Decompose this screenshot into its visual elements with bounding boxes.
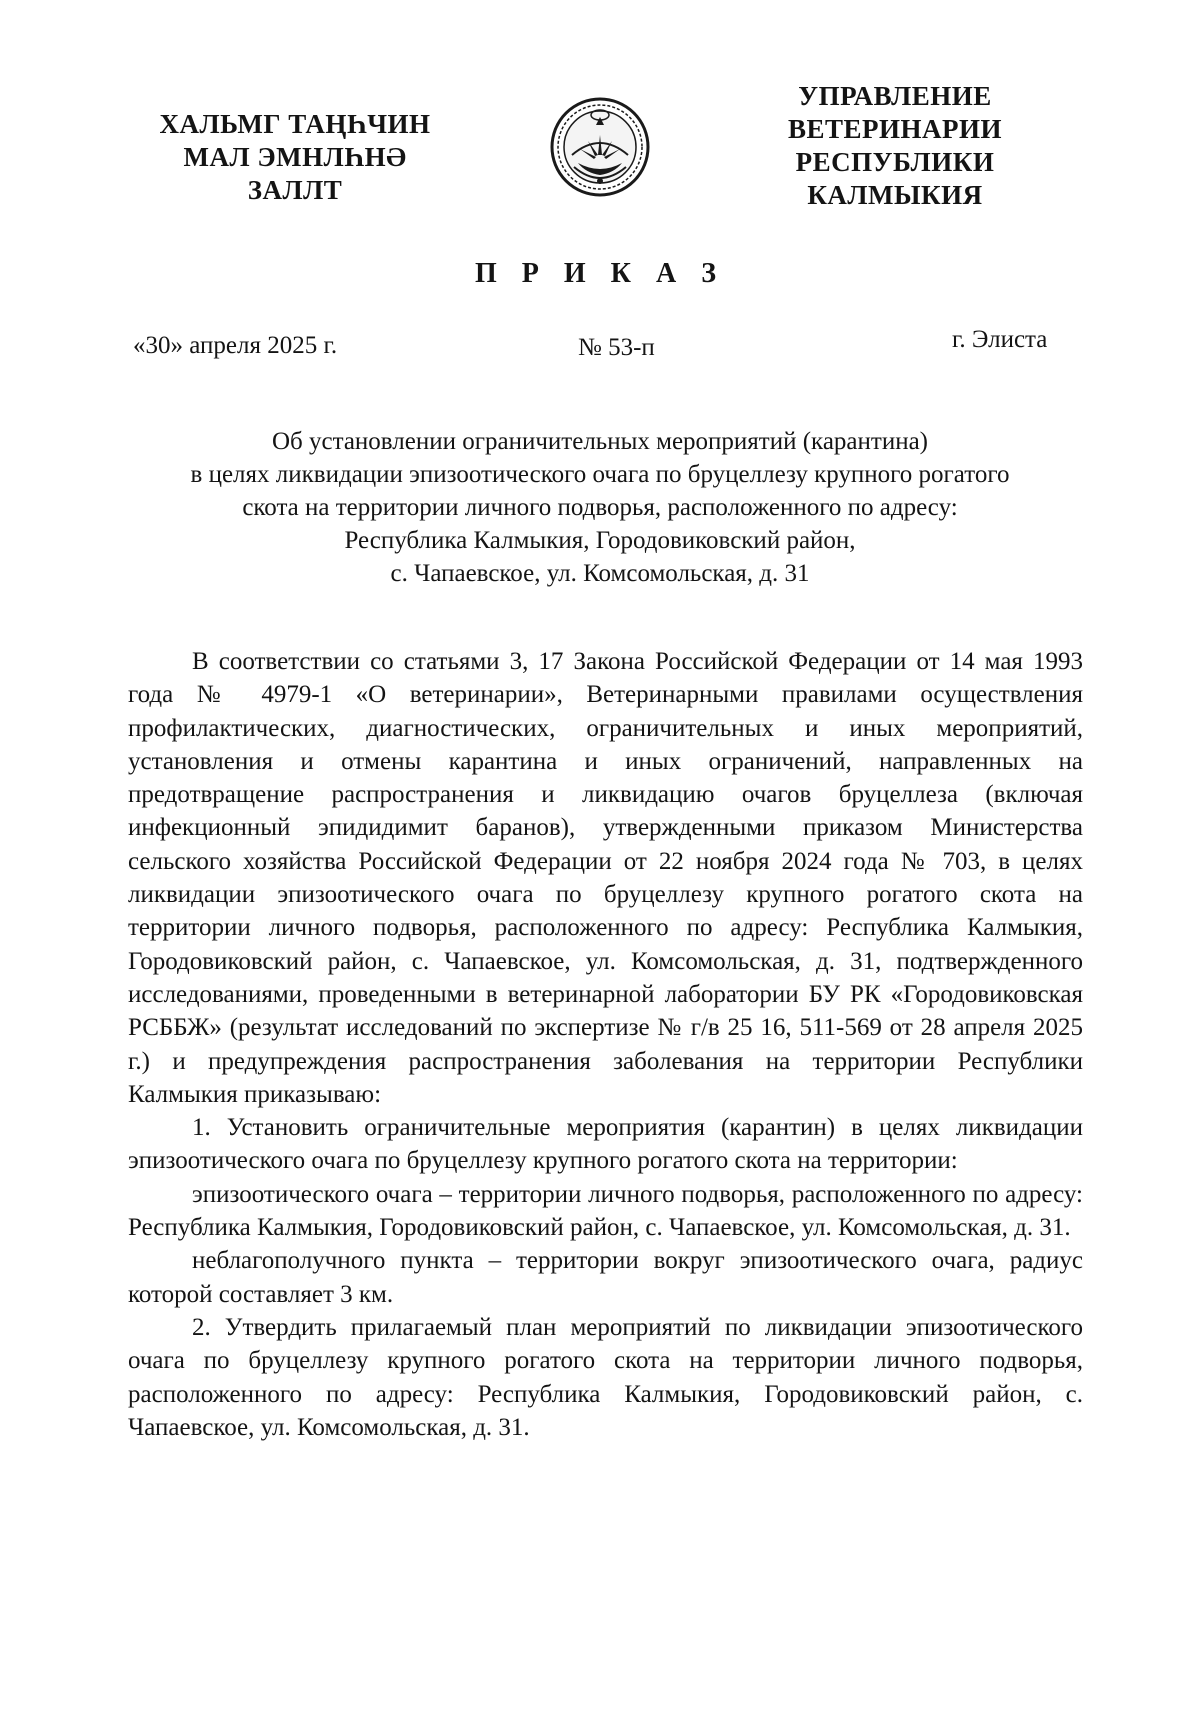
subject-line: Республика Калмыкия, Городовиковский район, (344, 527, 856, 554)
org-name-russian-line: РЕСПУБЛИКИ (795, 147, 995, 177)
org-name-russian-line: КАЛМЫКИЯ (807, 180, 983, 210)
order-item-1-focus: эпизоотического очага – территории личного подворья, расположенного по адресу: Республика Калмыкия, Городовиковский район, с. Чапаевское, ул. Комсомольская, д. 31. (128, 1180, 1083, 1242)
document-body (128, 645, 1083, 1444)
org-name-kalmyk-line: ЗАЛЛТ (247, 175, 343, 205)
order-item-1-area: неблагополучного пункта – территории вокруг эпизоотического очага, радиус которой составляет 3 км. (128, 1247, 1083, 1308)
order-item-1: 1. Установить ограничительные мероприятия (карантин) в целях ликвидации эпизоотического очага по бруцеллезу крупного рогатого скота на территории: (128, 1114, 1083, 1175)
org-name-russian-line: ВЕТЕРИНАРИИ (787, 114, 1003, 144)
document-subject (110, 425, 1090, 590)
org-name-kalmyk-line: МАЛ ЭМНЛҺНӘ (183, 142, 407, 172)
document-number: № 53-п (578, 334, 655, 361)
coat-of-arms-icon (548, 95, 652, 199)
document-city: г. Элиста (952, 326, 1048, 353)
order-item-2: 2. Утвердить прилагаемый план мероприятий по ликвидации эпизоотического очага по бруцеллезу крупного рогатого скота на территории личного подворья, расположенного по адресу: Республика Калмыкия, Городовиковский район, с. Чапаевское, ул. Комсомольская, д. 31. (128, 1313, 1083, 1441)
org-name-russian-line: УПРАВЛЕНИЕ (798, 81, 992, 111)
org-name-russian (760, 80, 1030, 212)
preamble-paragraph: В соответствии со статьями 3, 17 Закона Российской Федерации от 14 мая 1993 года № 4979-1 «О ветеринарии», Ветеринарными правилами осуществления профилактических, диагностических, ограничительных и иных мероприятий, установления и отмены карантина и иных ограничений, направленных на предотвращение распространения и ликвидацию очагов бруцеллеза (включая инфекционный эпидидимит баранов), утвержденными приказом Министерства сельского хозяйства Российской Федерации от 22 ноября 2024 года № 703, в целях ликвидации эпизоотического очага по бруцеллезу крупного рогатого скота на территории личного подворья, расположенного по адресу: Республика Калмыкия, Городовиковский район, с. Чапаевское, ул. Комсомольская, д. 31, подтвержденного исследованиями, проведенными в ветеринарной лаборатории БУ РК «Городовиковская РСББЖ» (результат исследований по экспертизе № г/в 25 16, 511-569 от 28 апреля 2025 г.) и предупреждения распространения заболевания на территории Республики Калмыкия приказываю: (128, 648, 1083, 1108)
subject-line: в целях ликвидации эпизоотического очага по бруцеллезу крупного рогатого (190, 461, 1010, 488)
document-type-title: П Р И К А З (475, 258, 725, 289)
subject-line: Об установлении ограничительных мероприятий (карантина) (271, 428, 929, 455)
subject-line: с. Чапаевское, ул. Комсомольская, д. 31 (390, 560, 810, 587)
document-date: «30» апреля 2025 г. (133, 332, 338, 359)
org-name-kalmyk-line: ХАЛЬМГ ТАҢҺЧИН (159, 109, 431, 139)
org-name-kalmyk (145, 108, 445, 207)
subject-line: скота на территории личного подворья, расположенного по адресу: (242, 494, 958, 521)
